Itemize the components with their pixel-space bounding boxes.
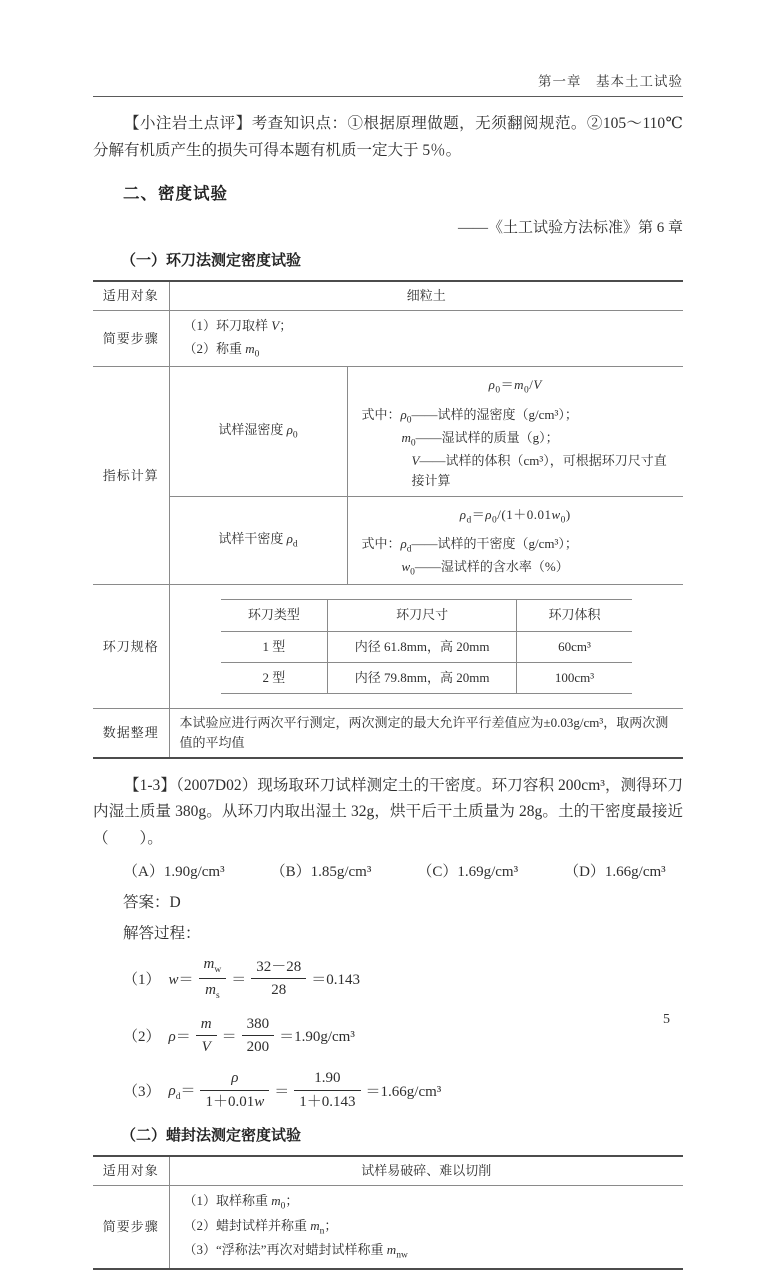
- fraction: [294, 1068, 360, 1112]
- step-line: （2）称重 $m_0$: [183, 340, 260, 360]
- step-result: ＝1.66g/cm³: [365, 1083, 442, 1100]
- row-label: 指标计算: [93, 367, 169, 585]
- row-label: 环刀规格: [93, 585, 169, 708]
- inner-row-type2: [221, 662, 632, 693]
- fraction-denominator: 1＋0.01w: [205, 1093, 265, 1110]
- table-row-steps: [93, 1185, 683, 1269]
- step-number: （1）: [123, 971, 161, 988]
- option-a: （A）1.90g/cm³: [123, 864, 225, 881]
- ring-knife-method-table: [93, 280, 683, 759]
- step-lhs: $\rho_d=$: [168, 1082, 196, 1102]
- inner-header-size: 环刀尺寸: [328, 600, 517, 631]
- table-row-indicator-wet: [93, 367, 683, 496]
- table-row-steps: [93, 311, 683, 367]
- inner-header-row: [221, 600, 632, 631]
- table-row-indicator-dry: [93, 496, 683, 585]
- indicator-name-dry-density: 试样干密度 $\rho_d$: [169, 496, 347, 585]
- step-result: ＝0.143: [311, 971, 361, 988]
- solution-step-1: [123, 954, 683, 1003]
- answer-line: 答案：D: [123, 894, 181, 912]
- indicator-formula-dry: [347, 496, 683, 585]
- wax-seal-method-table: [93, 1155, 683, 1270]
- fraction-denominator: $m_s$: [205, 981, 220, 1001]
- solution-step-3: [123, 1068, 683, 1112]
- step-line: （2）蜡封试样并称重 $m_n$；: [183, 1217, 338, 1237]
- option-d: （D）1.66g/cm³: [564, 864, 666, 881]
- inner-header-volume: 环刀体积: [517, 600, 632, 631]
- fraction: [199, 954, 227, 1003]
- chapter-title: 第一章 基本土工试验: [538, 74, 683, 89]
- where-line: $w_0——$湿试样的含水率（%）: [401, 559, 569, 578]
- fraction: [251, 957, 306, 1001]
- indicator-formula-wet: [347, 367, 683, 496]
- steps-cell: [169, 1185, 683, 1269]
- step-lhs: ρ＝: [168, 1029, 191, 1046]
- steps-cell: [169, 311, 683, 367]
- fraction-numerator: ρ: [200, 1068, 269, 1090]
- fraction: [200, 1068, 269, 1112]
- row-label: 简要步骤: [93, 1185, 169, 1269]
- fraction-numerator: 380: [242, 1014, 275, 1036]
- step-line: （1）环刀取样 V；: [183, 318, 293, 334]
- where-line: V——试样的体积（cm³），可根据环刀尺寸直接计算: [411, 453, 667, 489]
- step-number: （2）: [123, 1029, 161, 1046]
- ring-size: 内径 61.8mm，高 20mm: [328, 631, 517, 662]
- ring-volume: 100cm³: [517, 662, 632, 693]
- step-line: （1）取样称重 $m_0$；: [183, 1192, 299, 1212]
- where-line: $m_0——$湿试样的质量（g）；: [401, 429, 559, 449]
- page-header: [93, 70, 683, 97]
- solution-process-label: 解答过程：: [123, 925, 201, 943]
- ring-knife-spec-table: [221, 599, 632, 693]
- where-line: 式中：$\rho_d——$试样的干密度（g/cm³）；: [361, 535, 578, 555]
- option-b: （B）1.85g/cm³: [270, 864, 372, 881]
- table-row-applicable: [93, 281, 683, 311]
- applicable-value: 试样易破碎、难以切削: [169, 1156, 683, 1186]
- fraction-denominator: 1＋0.143: [299, 1093, 356, 1110]
- step-lhs: w＝: [168, 971, 194, 988]
- commentary-paragraph: 【小注岩土点评】考查知识点：①根据原理做题，无须翻阅规范。②105～110℃分解有机质产生的损失可得本题有机质一定大于 5％。: [93, 115, 683, 159]
- page-number: 5: [663, 1012, 670, 1027]
- table-row-ring-specs: [93, 585, 683, 708]
- formula-line: $\rho_0=m_0/V$: [488, 377, 542, 396]
- standard-reference: ——《土工试验方法标准》第 6 章: [457, 220, 683, 237]
- step-number: （3）: [123, 1083, 161, 1100]
- step-result: ＝1.90g/cm³: [279, 1029, 355, 1046]
- subsection-title-ring-knife: （一）环刀法测定密度试验: [121, 252, 302, 270]
- applicable-value: 细粒土: [169, 281, 683, 311]
- ring-volume: 60cm³: [517, 631, 632, 662]
- where-line: 式中：$\rho_0——$试样的湿密度（g/cm³）；: [361, 406, 578, 426]
- equals-sign: ＝: [221, 1029, 237, 1046]
- fraction-denominator: 200: [246, 1039, 270, 1056]
- problem-statement: 【1-3】（2007D02）现场取环刀试样测定土的干密度。环刀容积 200cm³，测得环刀内湿土质量 380g。从环刀内取出湿土 32g，烘干后干土质量为 28g。土的干密度最接近（ ）。: [93, 777, 683, 847]
- row-label: 适用对象: [93, 281, 169, 311]
- fraction-numerator: $m_w$: [199, 954, 227, 979]
- ring-type: 1 型: [221, 631, 328, 662]
- fraction-numerator: m: [196, 1014, 217, 1036]
- table-row-applicable: [93, 1156, 683, 1186]
- fraction-denominator: V: [201, 1039, 211, 1056]
- subsection-title-wax-seal: （二）蜡封法测定密度试验: [121, 1126, 302, 1144]
- row-label: 简要步骤: [93, 311, 169, 367]
- row-label: 适用对象: [93, 1156, 169, 1186]
- formula-line: $\rho_d=\rho_0/(1+0.01w_0)$: [459, 506, 571, 526]
- fraction-numerator: 32－28: [251, 957, 306, 979]
- ring-spec-cell: [169, 585, 683, 708]
- equals-sign: ＝: [231, 971, 247, 988]
- ring-size: 内径 79.8mm，高 20mm: [328, 662, 517, 693]
- equals-sign: ＝: [274, 1083, 290, 1100]
- option-c: （C）1.69g/cm³: [417, 864, 519, 881]
- solution-step-2: [123, 1014, 683, 1058]
- fraction-denominator: 28: [271, 981, 287, 998]
- fraction: [242, 1014, 275, 1058]
- inner-header-type: 环刀类型: [221, 600, 328, 631]
- step-line: （3）“浮称法”再次对蜡封试样称重 $m_{nw}$: [183, 1242, 408, 1261]
- section-title: 二、密度试验: [123, 185, 228, 204]
- answer-options: [93, 860, 683, 881]
- indicator-name-wet-density: 试样湿密度 $\rho_0$: [169, 367, 347, 496]
- ring-type: 2 型: [221, 662, 328, 693]
- fraction-numerator: 1.90: [294, 1068, 360, 1090]
- inner-row-type1: [221, 631, 632, 662]
- table-row-data-processing: [93, 708, 683, 758]
- row-label: 数据整理: [93, 708, 169, 758]
- data-processing-text: 本试验应进行两次平行测定，两次测定的最大允许平行差值应为±0.03g/cm³，取两次测值的平均值: [169, 708, 683, 758]
- fraction: [196, 1014, 217, 1058]
